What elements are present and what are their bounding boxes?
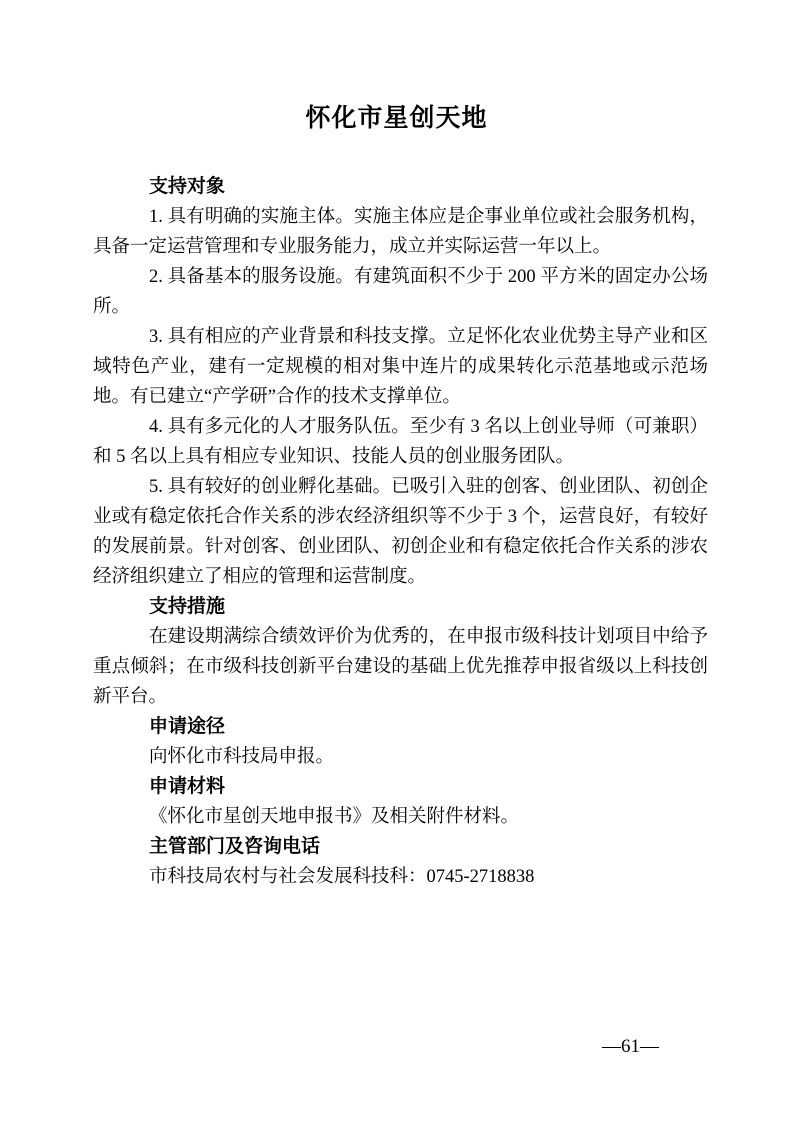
paragraph-support-target-4: 4. 具有多元化的人才服务队伍。至少有 3 名以上创业导师（可兼职）和 5 名以上具有相应专业知识、技能人员的创业服务团队。 — [93, 417, 708, 467]
paragraph-department-contact-phone: 市科技局农村与社会发展科技科：0745-2718838 — [149, 867, 535, 887]
section-heading-support-measures: 支持措施 — [149, 596, 226, 617]
section-heading-department-contact: 主管部门及咨询电话 — [149, 836, 321, 857]
paragraph-support-target-1: 1. 具有明确的实施主体。实施主体应是企事业单位或社会服务机构，具备一定运营管理和专业服务能力，成立并实际运营一年以上。 — [93, 207, 708, 257]
paragraph-support-target-5: 5. 具有较好的创业孵化基础。已吸引入驻的创客、创业团队、初创企业或有稳定依托合作关系的涉农经济组织等不少于 3 个，运营良好，有较好的发展前景。针对创客、创业团队、初创企业和有稳定依托合作关系的涉农经济组织建立了相应的管理和运营制度。 — [93, 477, 708, 587]
document-body — [0, 172, 793, 892]
section-heading-application-channel: 申请途径 — [149, 716, 226, 737]
document-title: 怀化市星创天地 — [305, 105, 488, 132]
paragraph-application-materials: 《怀化市星创天地申报书》及相关附件材料。 — [149, 807, 520, 827]
section-heading-application-materials: 申请材料 — [149, 776, 226, 797]
paragraph-support-target-2: 2. 具备基本的服务设施。有建筑面积不少于 200 平方米的固定办公场所。 — [93, 267, 708, 317]
paragraph-application-channel: 向怀化市科技局申报。 — [149, 747, 335, 767]
paragraph-support-measures: 在建设期满综合绩效评价为优秀的，在申报市级科技计划项目中给予重点倾斜；在市级科技创新平台建设的基础上优先推荐申报省级以上科技创新平台。 — [93, 627, 708, 707]
paragraph-support-target-3: 3. 具有相应的产业背景和科技支撑。立足怀化农业优势主导产业和区域特色产业，建有一定规模的相对集中连片的成果转化示范基地或示范场地。有已建立“产学研”合作的技术支撑单位。 — [93, 327, 708, 407]
section-heading-support-targets: 支持对象 — [149, 176, 226, 197]
page-number: —61— — [602, 1036, 659, 1057]
